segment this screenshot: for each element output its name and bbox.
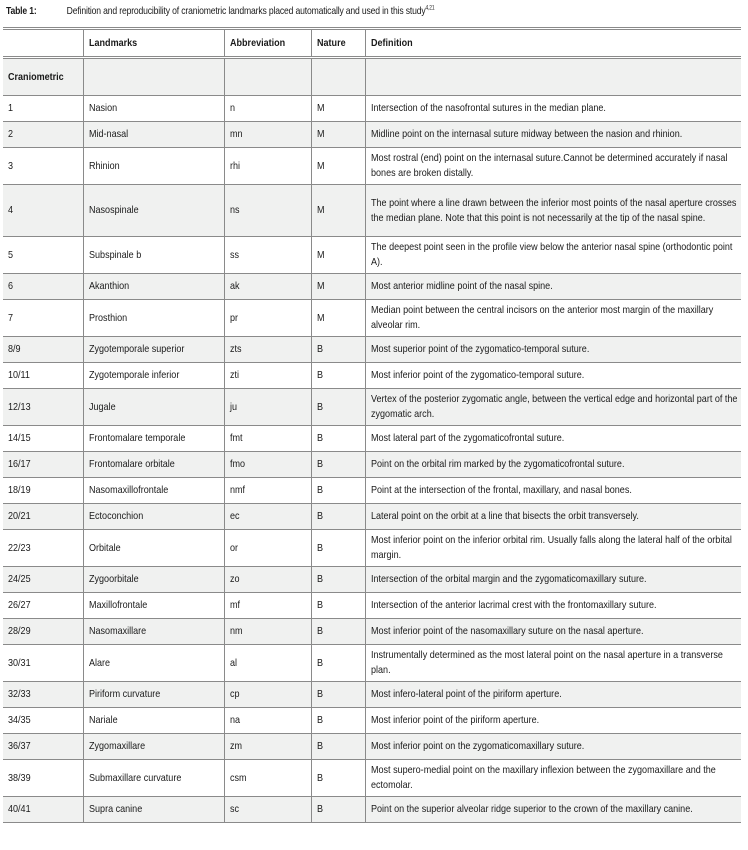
cell-nature: B [311,363,365,389]
cell-definition: Most inferior point on the zygomaticomaxillary suture. [365,734,741,760]
cell-abbreviation: mn [224,122,311,148]
cell-abbreviation: cp [224,682,311,708]
cell-landmark: Subspinale b [83,237,224,274]
cell-nature: B [311,478,365,504]
cell-abbreviation: ns [224,185,311,237]
cell-abbreviation: al [224,645,311,682]
cell-id: 18/19 [8,484,31,496]
cell-id: 36/37 [8,740,31,752]
cell-nature: B [311,619,365,645]
cell-definition: Most anterior midline point of the nasal spine. [365,274,741,300]
header-index [3,29,83,58]
cell-landmark: Nasion [83,96,224,122]
cell-landmark: Akanthion [83,274,224,300]
cell-id: 34/35 [8,714,31,726]
cell-id: 7 [8,311,14,324]
cell-nature: M [311,274,365,300]
caption-reference: 4,21 [425,5,435,12]
cell-landmark: Submaxillare curvature [83,760,224,797]
section-row [3,58,741,96]
cell-definition: Median point between the central incisors on the anterior most margin of the maxillary alveolar rim. [365,300,741,337]
cell-landmark: Jugale [83,389,224,426]
cell-nature: B [311,426,365,452]
cell-definition: Most rostral (end) point on the internasal suture.Cannot be determined accurately if nasal bones are broken distally. [365,148,741,185]
cell-nature: M [311,237,365,274]
cell-definition: Most inferior point on the inferior orbital rim. Usually falls along the lateral half of the orbital margin. [365,530,741,567]
cell-landmark: Mid-nasal [83,122,224,148]
header-row [3,29,741,58]
cell-abbreviation: zti [224,363,311,389]
cell-definition: Intersection of the nasofrontal sutures in the median plane. [365,96,741,122]
cell-landmark: Orbitale [83,530,224,567]
cell-definition: The deepest point seen in the profile view below the anterior nasal spine (orthodontic point A). [365,237,741,274]
cell-id: 32/33 [8,688,31,700]
cell-definition: Most superior point of the zygomatico-temporal suture. [365,337,741,363]
cell-nature: B [311,645,365,682]
cell-id: 20/21 [8,510,31,522]
cell-nature: M [311,148,365,185]
cell-id: 5 [8,248,14,261]
cell-abbreviation: fmo [224,452,311,478]
cell-landmark: Zygotemporale superior [83,337,224,363]
cell-abbreviation: zm [224,734,311,760]
table-row [3,734,741,760]
cell-id: 16/17 [8,458,31,470]
table-row [3,237,741,274]
cell-nature: M [311,300,365,337]
cell-abbreviation: nm [224,619,311,645]
cell-nature: B [311,337,365,363]
cell-definition: Vertex of the posterior zygomatic angle, between the vertical edge and horizontal part of the zygomatic arch. [365,389,741,426]
cell-nature: B [311,797,365,823]
cell-abbreviation: ju [224,389,311,426]
table-row [3,148,741,185]
cell-nature: B [311,389,365,426]
cell-landmark: Piriform curvature [83,682,224,708]
cell-abbreviation: nmf [224,478,311,504]
table-row [3,530,741,567]
table-row [3,645,741,682]
cell-abbreviation: na [224,708,311,734]
cell-id: 12/13 [8,400,31,413]
cell-abbreviation: pr [224,300,311,337]
table-label: Table 1: [6,5,37,17]
cell-id: 2 [8,128,14,140]
cell-nature: B [311,530,365,567]
cell-id: 3 [8,159,14,172]
cell-nature: B [311,567,365,593]
cell-landmark: Zygomaxillare [83,734,224,760]
cell-landmark: Ectoconchion [83,504,224,530]
table-row [3,452,741,478]
cell-definition: Most inferior point of the zygomatico-temporal suture. [365,363,741,389]
cell-landmark: Frontomalare orbitale [83,452,224,478]
cell-id: 10/11 [8,369,30,381]
cell-definition: Most inferior point of the nasomaxillary suture on the nasal aperture. [365,619,741,645]
cell-landmark: Alare [83,645,224,682]
cell-landmark: Zygoorbitale [83,567,224,593]
table-row [3,389,741,426]
cell-nature: M [311,96,365,122]
table-row [3,337,741,363]
cell-abbreviation: or [224,530,311,567]
table-row [3,567,741,593]
cell-definition: Most infero-lateral point of the piriform aperture. [365,682,741,708]
cell-landmark: Zygotemporale inferior [83,363,224,389]
header-abbreviation: Abbreviation [224,29,311,58]
cell-id: 24/25 [8,573,31,585]
cell-id: 22/23 [8,541,31,554]
cell-nature: M [311,122,365,148]
cell-landmark: Nasomaxillofrontale [83,478,224,504]
table-row [3,619,741,645]
cell-definition: Lateral point on the orbit at a line that bisects the orbit transversely. [365,504,741,530]
cell-definition: Point at the intersection of the frontal, maxillary, and nasal bones. [365,478,741,504]
cell-definition: Most lateral part of the zygomaticofrontal suture. [365,426,741,452]
table-row [3,593,741,619]
cell-id: 30/31 [8,656,31,669]
cell-id: 1 [8,102,14,114]
cell-id: 28/29 [8,625,31,637]
cell-abbreviation: mf [224,593,311,619]
table-row [3,478,741,504]
table-row [3,760,741,797]
cell-definition: Point on the orbital rim marked by the zygomaticofrontal suture. [365,452,741,478]
cell-definition: Most inferior point of the piriform aperture. [365,708,741,734]
cell-landmark: Supra canine [83,797,224,823]
cell-abbreviation: fmt [224,426,311,452]
table-row [3,185,741,237]
cell-definition: Intersection of the orbital margin and the zygomaticomaxillary suture. [365,567,741,593]
cell-id: 40/41 [8,803,31,815]
cell-landmark: Frontomalare temporale [83,426,224,452]
cell-abbreviation: ec [224,504,311,530]
table-row [3,96,741,122]
cell-definition: Midline point on the internasal suture midway between the nasion and rhinion. [365,122,741,148]
cell-abbreviation: rhi [224,148,311,185]
cell-landmark: Nasospinale [83,185,224,237]
table-row [3,363,741,389]
cell-landmark: Nariale [83,708,224,734]
cell-definition: Instrumentally determined as the most lateral point on the nasal aperture in a transverse plan. [365,645,741,682]
landmarks-table [3,27,741,823]
cell-nature: B [311,708,365,734]
table-row [3,682,741,708]
cell-nature: B [311,504,365,530]
header-nature: Nature [311,29,365,58]
header-landmarks: Landmarks [83,29,224,58]
cell-nature: B [311,760,365,797]
table-row [3,426,741,452]
table-row [3,300,741,337]
cell-abbreviation: zo [224,567,311,593]
cell-nature: B [311,734,365,760]
table-row [3,797,741,823]
cell-abbreviation: ss [224,237,311,274]
table-row [3,708,741,734]
cell-id: 26/27 [8,599,31,611]
cell-definition: The point where a line drawn between the inferior most points of the nasal aperture crosses the median plane. Note that this point is not necessarily at the tip of the nasal spine. [365,185,741,237]
table-row [3,504,741,530]
cell-id: 6 [8,280,14,292]
table-caption [6,5,434,17]
cell-abbreviation: csm [224,760,311,797]
cell-nature: B [311,593,365,619]
cell-landmark: Rhinion [83,148,224,185]
cell-id: 8/9 [8,343,21,355]
cell-id: 4 [8,204,14,216]
cell-abbreviation: zts [224,337,311,363]
cell-nature: B [311,682,365,708]
cell-landmark: Nasomaxillare [83,619,224,645]
table-row [3,122,741,148]
section-label: Craniometric [8,70,64,83]
cell-id: 38/39 [8,771,31,784]
cell-definition: Intersection of the anterior lacrimal crest with the frontomaxillary suture. [365,593,741,619]
cell-nature: M [311,185,365,237]
cell-abbreviation: ak [224,274,311,300]
cell-id: 14/15 [8,432,31,444]
header-definition: Definition [365,29,741,58]
cell-abbreviation: sc [224,797,311,823]
cell-landmark: Prosthion [83,300,224,337]
caption-text: Definition and reproducibility of craniometric landmarks placed automatically and used in this study [66,5,426,17]
cell-definition: Point on the superior alveolar ridge superior to the crown of the maxillary canine. [365,797,741,823]
cell-abbreviation: n [224,96,311,122]
cell-nature: B [311,452,365,478]
cell-definition: Most supero-medial point on the maxillary inflexion between the zygomaxillare and the ectomolar. [365,760,741,797]
table-row [3,274,741,300]
cell-landmark: Maxillofrontale [83,593,224,619]
